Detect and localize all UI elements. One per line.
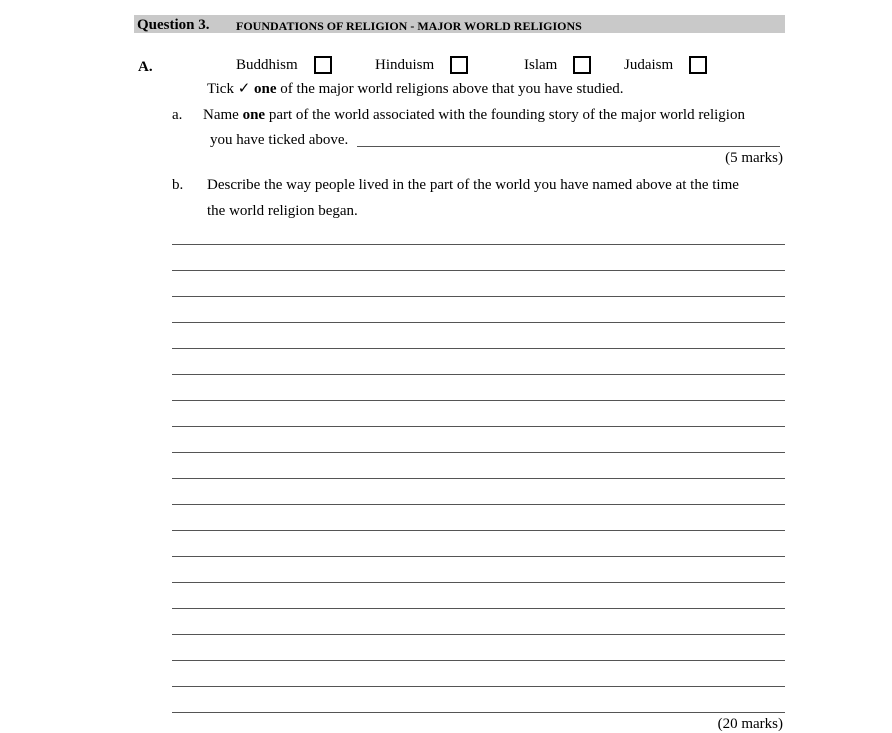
part-a-prefix: Name	[203, 107, 243, 123]
part-b-marks: (20 marks)	[717, 716, 783, 732]
part-a-suffix: part of the world associated with the founding story of the major world religion	[265, 107, 745, 123]
option-label: Hinduism	[375, 56, 435, 73]
part-b-letter: b.	[172, 177, 184, 193]
answer-line[interactable]	[172, 374, 785, 375]
answer-line[interactable]	[172, 608, 785, 609]
answer-line[interactable]	[172, 400, 785, 401]
answer-line[interactable]	[172, 556, 785, 557]
answer-line[interactable]	[172, 504, 785, 505]
answer-line[interactable]	[172, 582, 785, 583]
checkbox-islam[interactable]	[573, 56, 591, 74]
part-a-question-line2: you have ticked above.	[210, 132, 349, 148]
part-a-question-line1	[203, 106, 745, 124]
option-islam	[524, 56, 591, 74]
question-number: Question 3.	[137, 17, 210, 33]
part-b-question-line1: Describe the way people lived in the part of the world you have named above at the time	[207, 177, 739, 193]
part-a-marks: (5 marks)	[725, 150, 783, 166]
answer-line[interactable]	[172, 712, 785, 713]
answer-line[interactable]	[172, 660, 785, 661]
answer-line[interactable]	[172, 270, 785, 271]
option-hinduism	[375, 56, 468, 74]
answer-line[interactable]	[172, 296, 785, 297]
answer-line[interactable]	[172, 426, 785, 427]
checkbox-buddhism[interactable]	[314, 56, 332, 74]
instruction-prefix: Tick ✓	[207, 81, 255, 97]
answer-line[interactable]	[172, 634, 785, 635]
option-label: Buddhism	[236, 56, 298, 73]
question-title: FOUNDATIONS OF RELIGION - MAJOR WORLD RELIGIONS	[236, 19, 582, 33]
answer-line[interactable]	[172, 478, 785, 479]
part-b-question-line2: the world religion began.	[207, 203, 358, 219]
answer-line[interactable]	[172, 244, 785, 245]
option-buddhism	[236, 56, 332, 74]
option-judaism	[624, 56, 707, 74]
answer-line[interactable]	[172, 686, 785, 687]
checkbox-hinduism[interactable]	[450, 56, 468, 74]
instruction-suffix: of the major world religions above that you have studied.	[276, 81, 624, 97]
answer-line[interactable]	[172, 452, 785, 453]
answer-line[interactable]	[172, 322, 785, 323]
part-a-letter: a.	[172, 107, 183, 123]
instruction-text	[207, 80, 624, 98]
option-label: Judaism	[624, 56, 674, 73]
answer-line[interactable]	[172, 348, 785, 349]
checkbox-judaism[interactable]	[689, 56, 707, 74]
part-a-answer-line[interactable]	[357, 146, 780, 147]
section-label: A.	[138, 59, 153, 75]
part-a-emphasis: one	[242, 107, 266, 123]
option-label: Islam	[524, 56, 558, 73]
instruction-emphasis: one	[254, 81, 277, 97]
answer-line[interactable]	[172, 530, 785, 531]
